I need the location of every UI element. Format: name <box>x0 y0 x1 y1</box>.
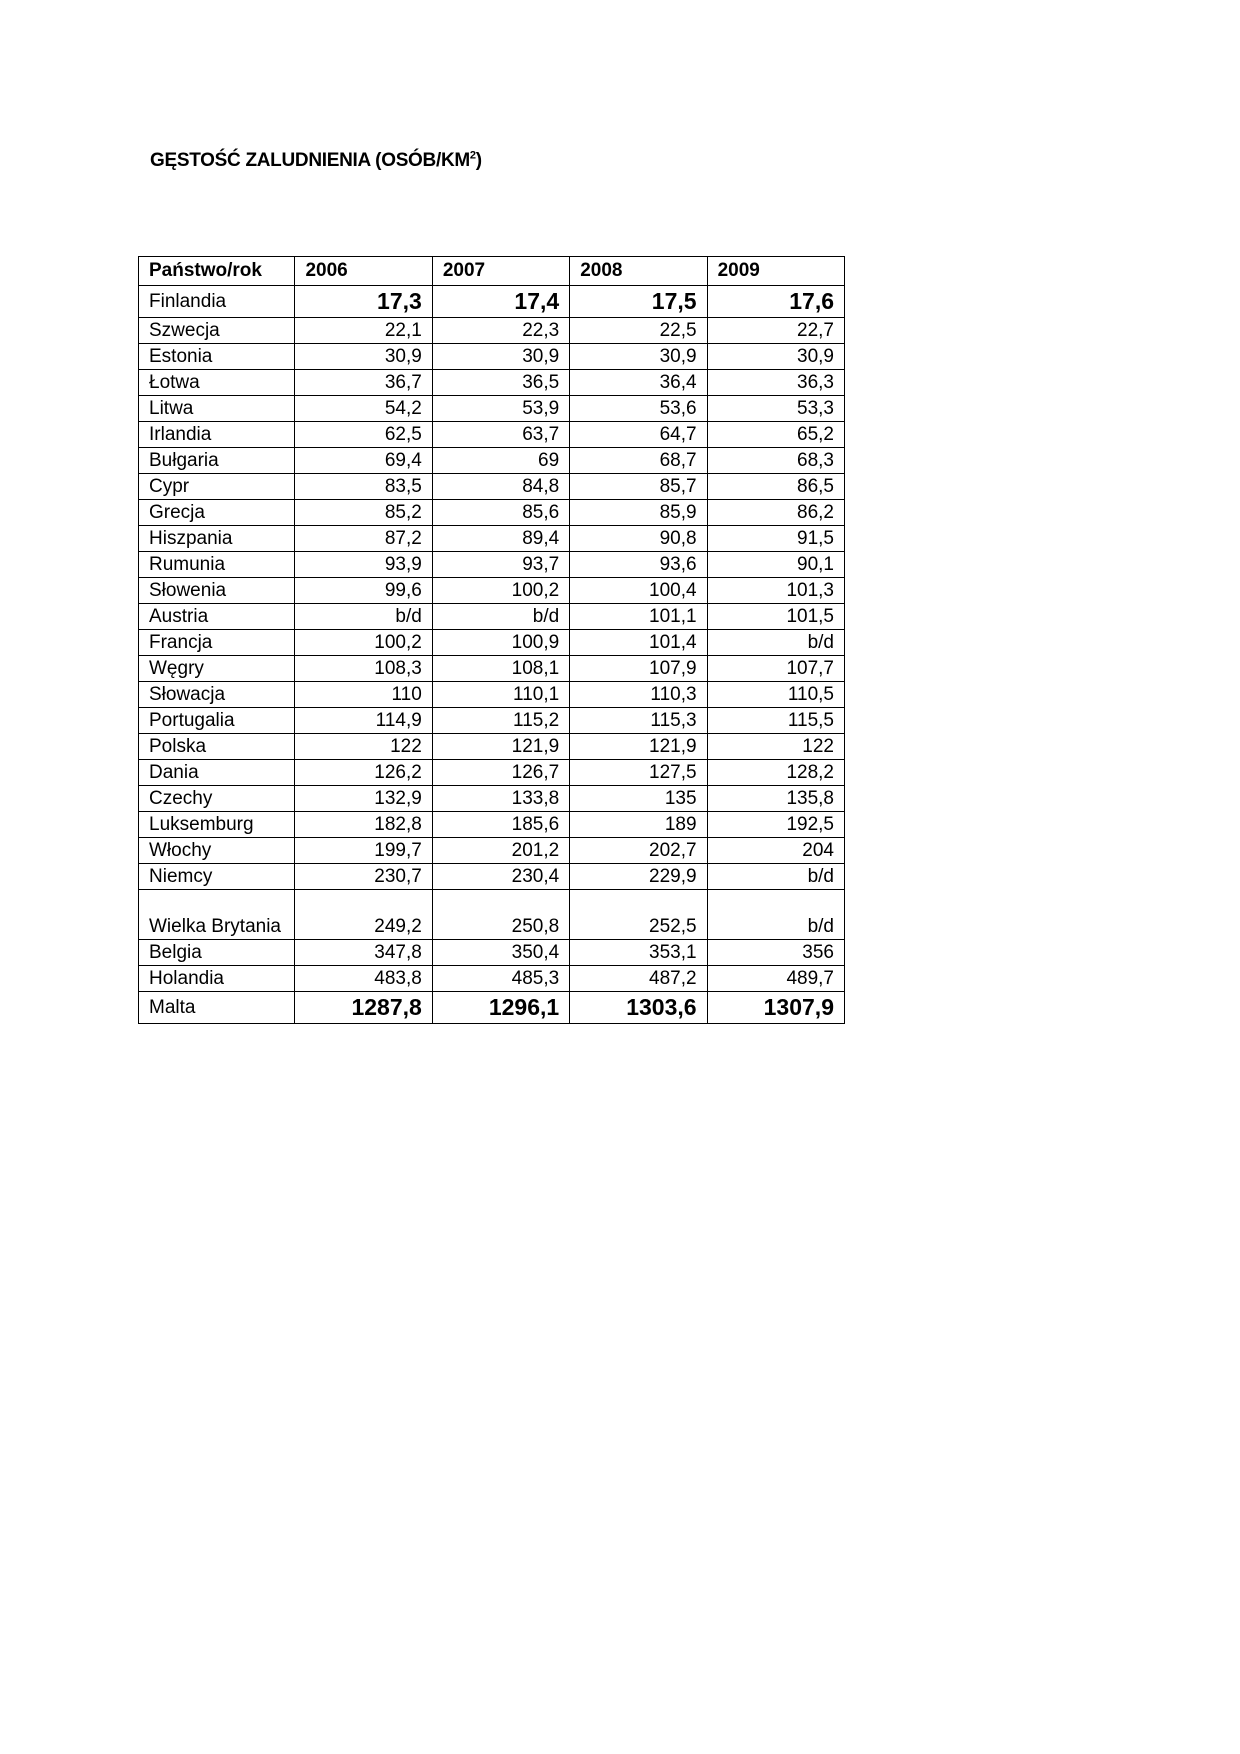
value-cell: 126,7 <box>432 760 569 786</box>
density-table <box>138 256 845 1024</box>
value-cell: 69 <box>432 448 569 474</box>
value-cell: 86,2 <box>707 500 844 526</box>
value-cell: 30,9 <box>295 344 432 370</box>
value-cell: 53,9 <box>432 396 569 422</box>
country-cell: Wielka Brytania <box>139 890 295 940</box>
value-cell: 114,9 <box>295 708 432 734</box>
table-row <box>139 656 845 682</box>
value-cell: 132,9 <box>295 786 432 812</box>
value-cell: 110,3 <box>570 682 707 708</box>
value-cell: 1287,8 <box>295 992 432 1024</box>
table-row <box>139 940 845 966</box>
value-cell: 100,9 <box>432 630 569 656</box>
value-cell: 83,5 <box>295 474 432 500</box>
value-cell: 17,5 <box>570 286 707 318</box>
value-cell: 133,8 <box>432 786 569 812</box>
value-cell: 201,2 <box>432 838 569 864</box>
page-title <box>150 150 482 172</box>
value-cell: 230,4 <box>432 864 569 890</box>
value-cell: 356 <box>707 940 844 966</box>
country-cell: Belgia <box>139 940 295 966</box>
value-cell: 350,4 <box>432 940 569 966</box>
value-cell: 17,3 <box>295 286 432 318</box>
table-row <box>139 526 845 552</box>
value-cell: 252,5 <box>570 890 707 940</box>
table-row <box>139 552 845 578</box>
value-cell: 65,2 <box>707 422 844 448</box>
value-cell: 54,2 <box>295 396 432 422</box>
value-cell: 30,9 <box>432 344 569 370</box>
value-cell: 93,9 <box>295 552 432 578</box>
country-cell: Estonia <box>139 344 295 370</box>
value-cell: 90,1 <box>707 552 844 578</box>
value-cell: 17,6 <box>707 286 844 318</box>
value-cell: 17,4 <box>432 286 569 318</box>
value-cell: 84,8 <box>432 474 569 500</box>
value-cell: 135 <box>570 786 707 812</box>
value-cell: 101,4 <box>570 630 707 656</box>
table-row <box>139 500 845 526</box>
value-cell: 249,2 <box>295 890 432 940</box>
value-cell: 36,4 <box>570 370 707 396</box>
table-row <box>139 578 845 604</box>
value-cell: 1296,1 <box>432 992 569 1024</box>
country-cell: Hiszpania <box>139 526 295 552</box>
table-row <box>139 318 845 344</box>
country-cell: Łotwa <box>139 370 295 396</box>
value-cell: 115,2 <box>432 708 569 734</box>
value-cell: b/d <box>295 604 432 630</box>
value-cell: 1303,6 <box>570 992 707 1024</box>
table-row <box>139 890 845 940</box>
value-cell: 121,9 <box>570 734 707 760</box>
table-row <box>139 682 845 708</box>
value-cell: 202,7 <box>570 838 707 864</box>
value-cell: 85,2 <box>295 500 432 526</box>
country-cell: Bułgaria <box>139 448 295 474</box>
country-cell: Irlandia <box>139 422 295 448</box>
table-row <box>139 422 845 448</box>
table-row <box>139 734 845 760</box>
header-2006: 2006 <box>295 257 432 286</box>
value-cell: 115,5 <box>707 708 844 734</box>
table-row <box>139 396 845 422</box>
value-cell: 108,3 <box>295 656 432 682</box>
value-cell: 199,7 <box>295 838 432 864</box>
value-cell: 85,7 <box>570 474 707 500</box>
value-cell: 64,7 <box>570 422 707 448</box>
value-cell: 126,2 <box>295 760 432 786</box>
table-row <box>139 448 845 474</box>
header-country: Państwo/rok <box>139 257 295 286</box>
country-cell: Rumunia <box>139 552 295 578</box>
value-cell: 182,8 <box>295 812 432 838</box>
country-cell: Malta <box>139 992 295 1024</box>
value-cell: 121,9 <box>432 734 569 760</box>
value-cell: 22,1 <box>295 318 432 344</box>
value-cell: 189 <box>570 812 707 838</box>
header-2008: 2008 <box>570 257 707 286</box>
value-cell: 127,5 <box>570 760 707 786</box>
value-cell: 135,8 <box>707 786 844 812</box>
table-row <box>139 708 845 734</box>
page-title-text: GĘSTOŚĆ ZALUDNIENIA (OSÓB/KM <box>150 150 470 171</box>
page-title-superscript: 2 <box>469 149 476 162</box>
table-row <box>139 286 845 318</box>
country-cell: Polska <box>139 734 295 760</box>
country-cell: Litwa <box>139 396 295 422</box>
value-cell: 185,6 <box>432 812 569 838</box>
value-cell: 30,9 <box>570 344 707 370</box>
country-cell: Grecja <box>139 500 295 526</box>
value-cell: 122 <box>295 734 432 760</box>
value-cell: 101,3 <box>707 578 844 604</box>
table-row <box>139 864 845 890</box>
value-cell: 487,2 <box>570 966 707 992</box>
value-cell: 250,8 <box>432 890 569 940</box>
country-cell: Czechy <box>139 786 295 812</box>
value-cell: 99,6 <box>295 578 432 604</box>
table-row <box>139 812 845 838</box>
value-cell: 90,8 <box>570 526 707 552</box>
value-cell: 101,5 <box>707 604 844 630</box>
value-cell: 353,1 <box>570 940 707 966</box>
value-cell: 110,1 <box>432 682 569 708</box>
value-cell: 115,3 <box>570 708 707 734</box>
value-cell: 122 <box>707 734 844 760</box>
value-cell: 85,6 <box>432 500 569 526</box>
value-cell: 107,7 <box>707 656 844 682</box>
value-cell: 204 <box>707 838 844 864</box>
value-cell: 110,5 <box>707 682 844 708</box>
country-cell: Finlandia <box>139 286 295 318</box>
value-cell: 100,4 <box>570 578 707 604</box>
value-cell: 192,5 <box>707 812 844 838</box>
value-cell: 89,4 <box>432 526 569 552</box>
value-cell: 85,9 <box>570 500 707 526</box>
table-row <box>139 370 845 396</box>
country-cell: Luksemburg <box>139 812 295 838</box>
table-row <box>139 786 845 812</box>
value-cell: 36,3 <box>707 370 844 396</box>
country-cell: Cypr <box>139 474 295 500</box>
value-cell: 347,8 <box>295 940 432 966</box>
value-cell: 107,9 <box>570 656 707 682</box>
value-cell: 63,7 <box>432 422 569 448</box>
value-cell: 485,3 <box>432 966 569 992</box>
country-cell: Słowacja <box>139 682 295 708</box>
value-cell: 22,3 <box>432 318 569 344</box>
table-row <box>139 760 845 786</box>
value-cell: b/d <box>432 604 569 630</box>
value-cell: 36,5 <box>432 370 569 396</box>
country-cell: Holandia <box>139 966 295 992</box>
country-cell: Portugalia <box>139 708 295 734</box>
header-2009: 2009 <box>707 257 844 286</box>
value-cell: b/d <box>707 630 844 656</box>
value-cell: 93,7 <box>432 552 569 578</box>
value-cell: 101,1 <box>570 604 707 630</box>
value-cell: 229,9 <box>570 864 707 890</box>
value-cell: 1307,9 <box>707 992 844 1024</box>
value-cell: 68,3 <box>707 448 844 474</box>
value-cell: 22,5 <box>570 318 707 344</box>
country-cell: Słowenia <box>139 578 295 604</box>
country-cell: Dania <box>139 760 295 786</box>
country-cell: Węgry <box>139 656 295 682</box>
value-cell: 86,5 <box>707 474 844 500</box>
table-row <box>139 992 845 1024</box>
value-cell: 22,7 <box>707 318 844 344</box>
country-cell: Szwecja <box>139 318 295 344</box>
value-cell: 87,2 <box>295 526 432 552</box>
table-row <box>139 838 845 864</box>
table-row <box>139 966 845 992</box>
value-cell: 53,6 <box>570 396 707 422</box>
table-row <box>139 344 845 370</box>
country-cell: Francja <box>139 630 295 656</box>
value-cell: 128,2 <box>707 760 844 786</box>
table-body <box>139 286 845 1024</box>
value-cell: 108,1 <box>432 656 569 682</box>
table-header <box>139 257 845 286</box>
value-cell: 69,4 <box>295 448 432 474</box>
value-cell: 93,6 <box>570 552 707 578</box>
value-cell: 230,7 <box>295 864 432 890</box>
value-cell: 62,5 <box>295 422 432 448</box>
value-cell: 100,2 <box>432 578 569 604</box>
value-cell: 100,2 <box>295 630 432 656</box>
country-cell: Włochy <box>139 838 295 864</box>
page-title-close: ) <box>475 150 482 171</box>
header-row <box>139 257 845 286</box>
value-cell: 489,7 <box>707 966 844 992</box>
value-cell: 68,7 <box>570 448 707 474</box>
value-cell: b/d <box>707 864 844 890</box>
header-2007: 2007 <box>432 257 569 286</box>
value-cell: b/d <box>707 890 844 940</box>
value-cell: 30,9 <box>707 344 844 370</box>
value-cell: 110 <box>295 682 432 708</box>
table-row <box>139 630 845 656</box>
value-cell: 483,8 <box>295 966 432 992</box>
country-cell: Niemcy <box>139 864 295 890</box>
value-cell: 36,7 <box>295 370 432 396</box>
table-row <box>139 474 845 500</box>
value-cell: 91,5 <box>707 526 844 552</box>
table-row <box>139 604 845 630</box>
value-cell: 53,3 <box>707 396 844 422</box>
country-cell: Austria <box>139 604 295 630</box>
